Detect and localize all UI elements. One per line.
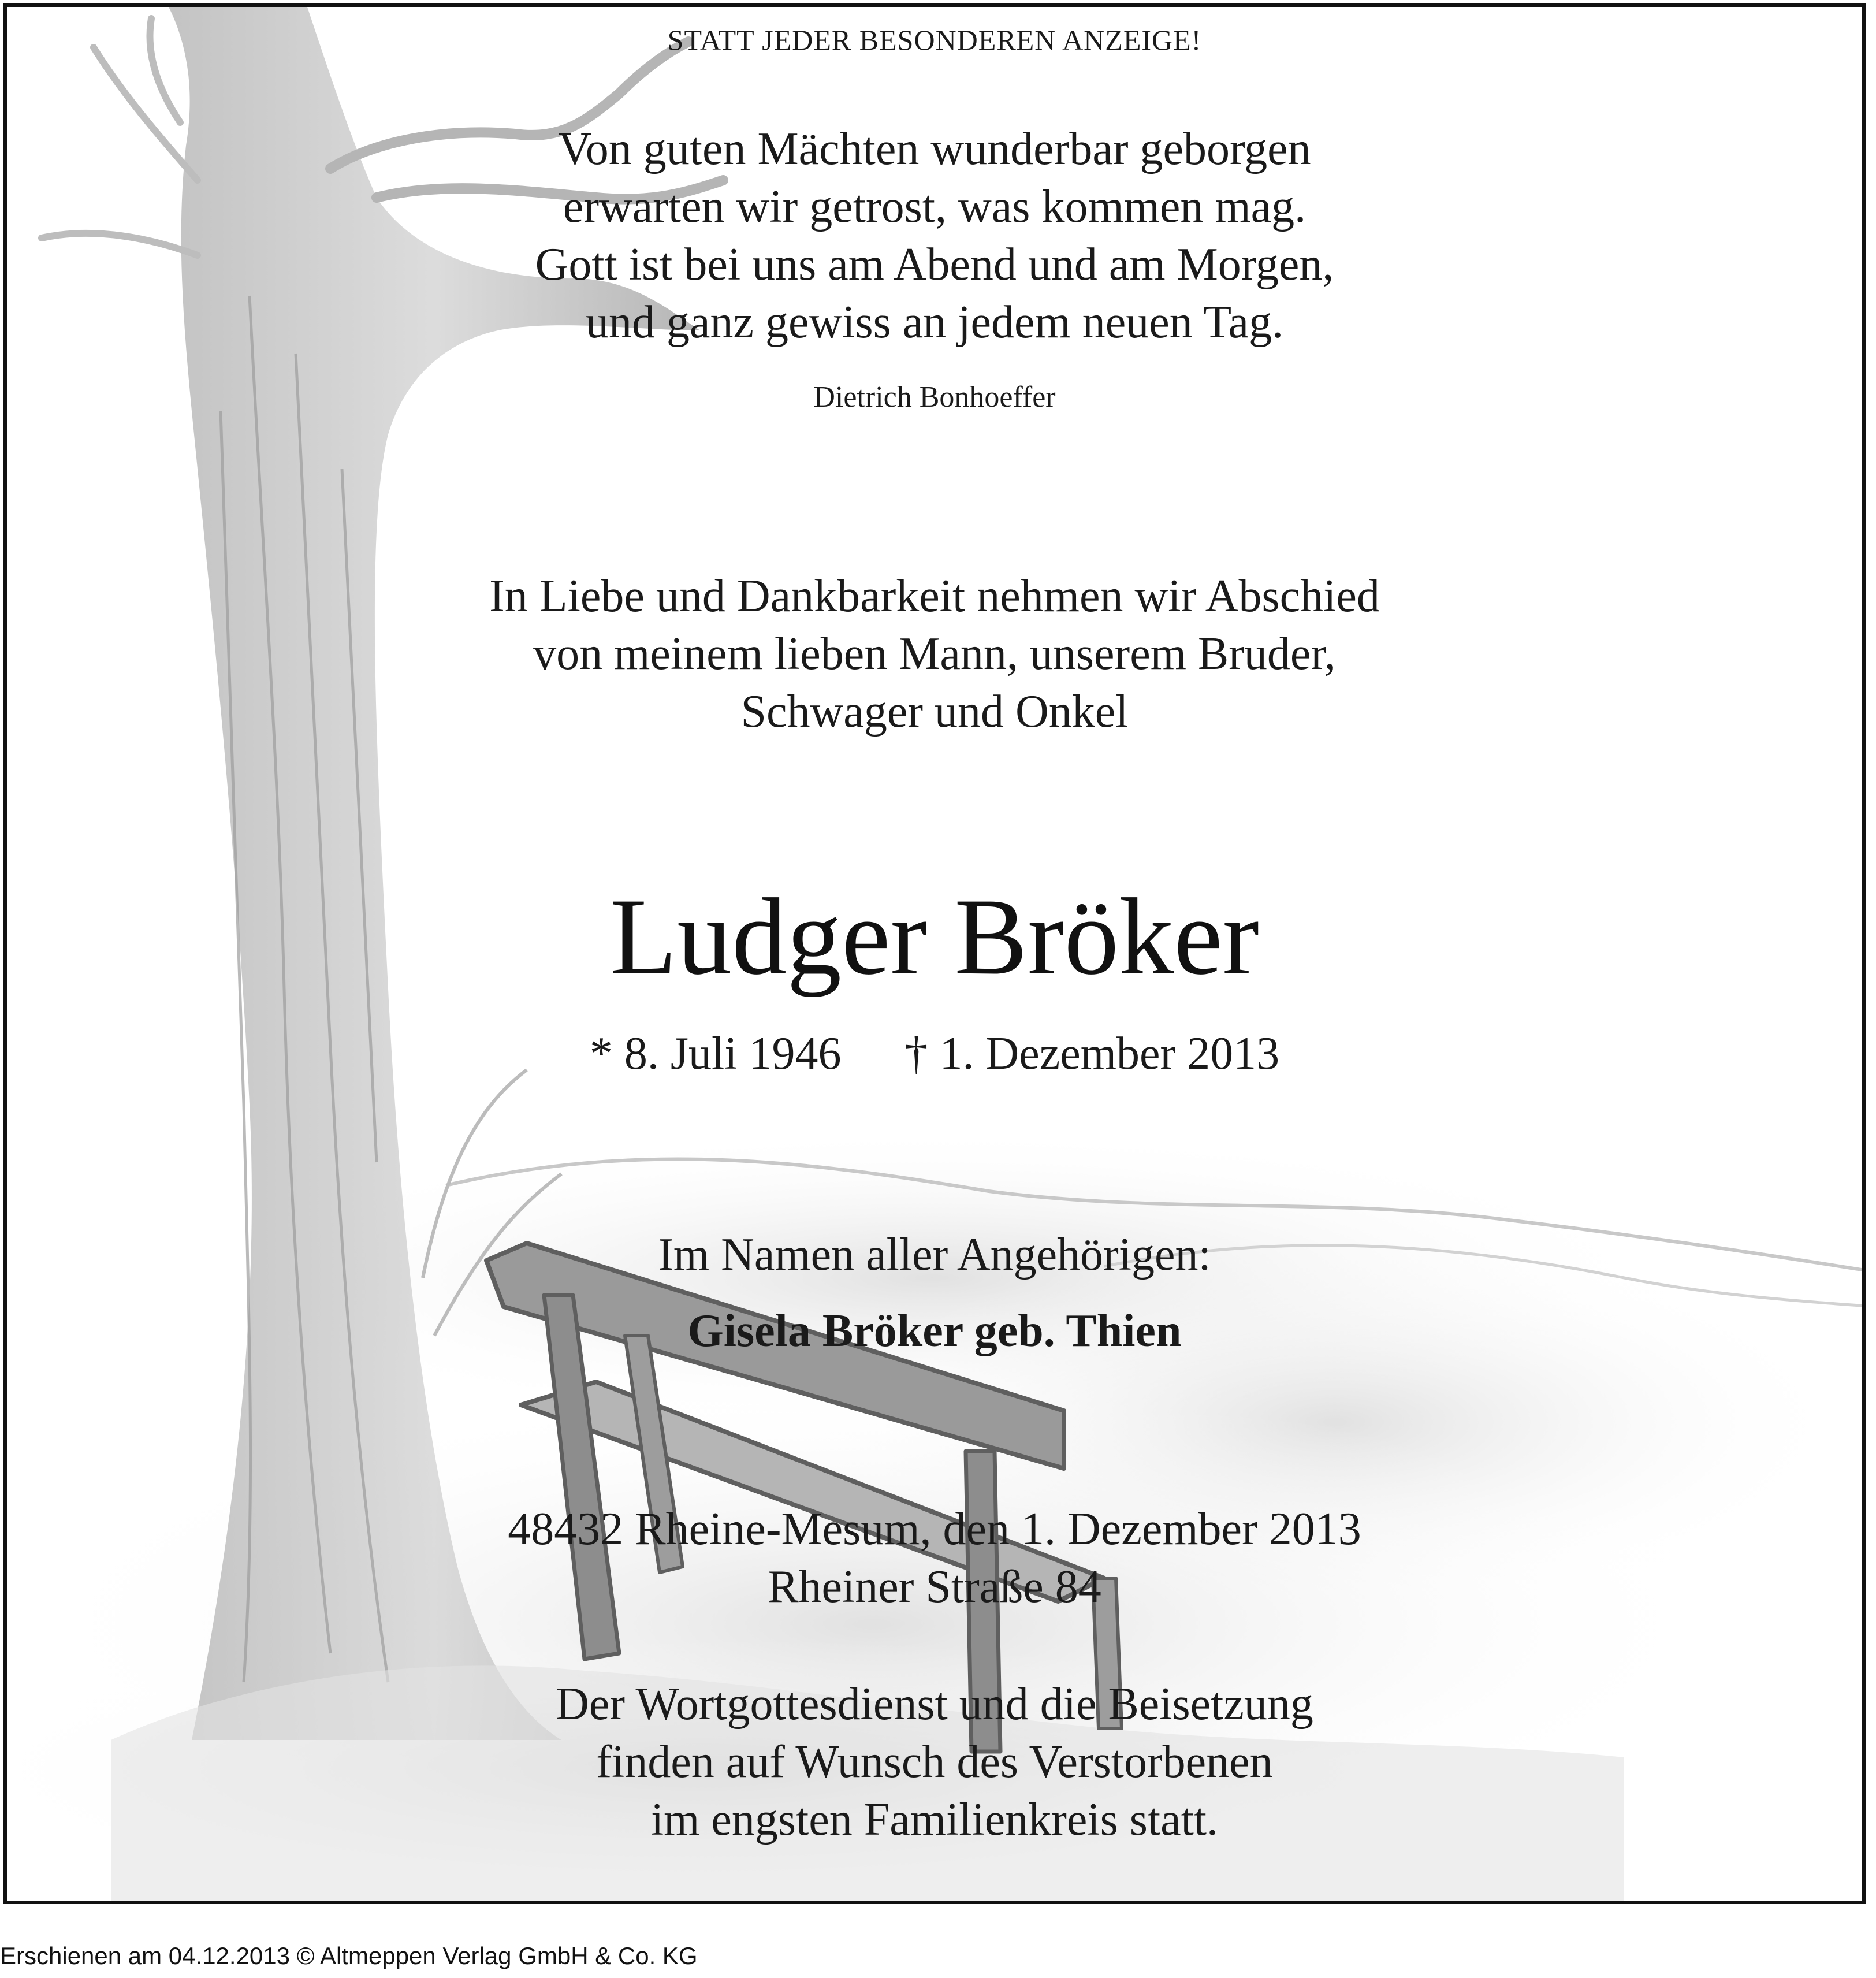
publication-caption: Erschienen am 04.12.2013 © Altmeppen Verlag GmbH & Co. KG (0, 1942, 698, 1969)
poem-author: Dietrich Bonhoeffer (813, 381, 1056, 414)
poem-line: Von guten Mächten wunderbar geborgen (558, 124, 1311, 174)
life-dates (7, 1025, 1862, 1083)
birth-date: * 8. Juli 1946 (589, 1028, 842, 1079)
mourners-intro: Im Namen aller Angehörigen: (658, 1229, 1211, 1280)
address: Rheiner Straße 84 (768, 1561, 1101, 1612)
farewell-line: von meinem lieben Mann, unserem Bruder, (533, 629, 1336, 679)
notice-header: STATT JEDER BESONDEREN ANZEIGE! (667, 24, 1202, 56)
deceased-name: Ludger Bröker (610, 876, 1259, 998)
mourner-name: Gisela Bröker geb. Thien (687, 1306, 1182, 1356)
poem-line: Gott ist bei uns am Abend und am Morgen, (535, 239, 1334, 290)
farewell-text (7, 567, 1862, 741)
farewell-line: In Liebe und Dankbarkeit nehmen wir Abschied (489, 571, 1380, 622)
service-line: im engsten Familienkreis statt. (650, 1794, 1219, 1845)
service-info (7, 1675, 1862, 1849)
service-line: Der Wortgottesdienst und die Beisetzung (556, 1679, 1313, 1730)
obituary-frame (3, 3, 1866, 1904)
poem-line: erwarten wir getrost, was kommen mag. (563, 181, 1306, 232)
death-date: † 1. Dezember 2013 (904, 1028, 1280, 1079)
poem-line: und ganz gewiss an jedem neuen Tag. (585, 297, 1284, 348)
place-date: 48432 Rheine-Mesum, den 1. Dezember 2013 (508, 1504, 1361, 1555)
poem (7, 120, 1862, 351)
service-line: finden auf Wunsch des Verstorbenen (596, 1737, 1273, 1787)
farewell-line: Schwager und Onkel (740, 686, 1129, 737)
